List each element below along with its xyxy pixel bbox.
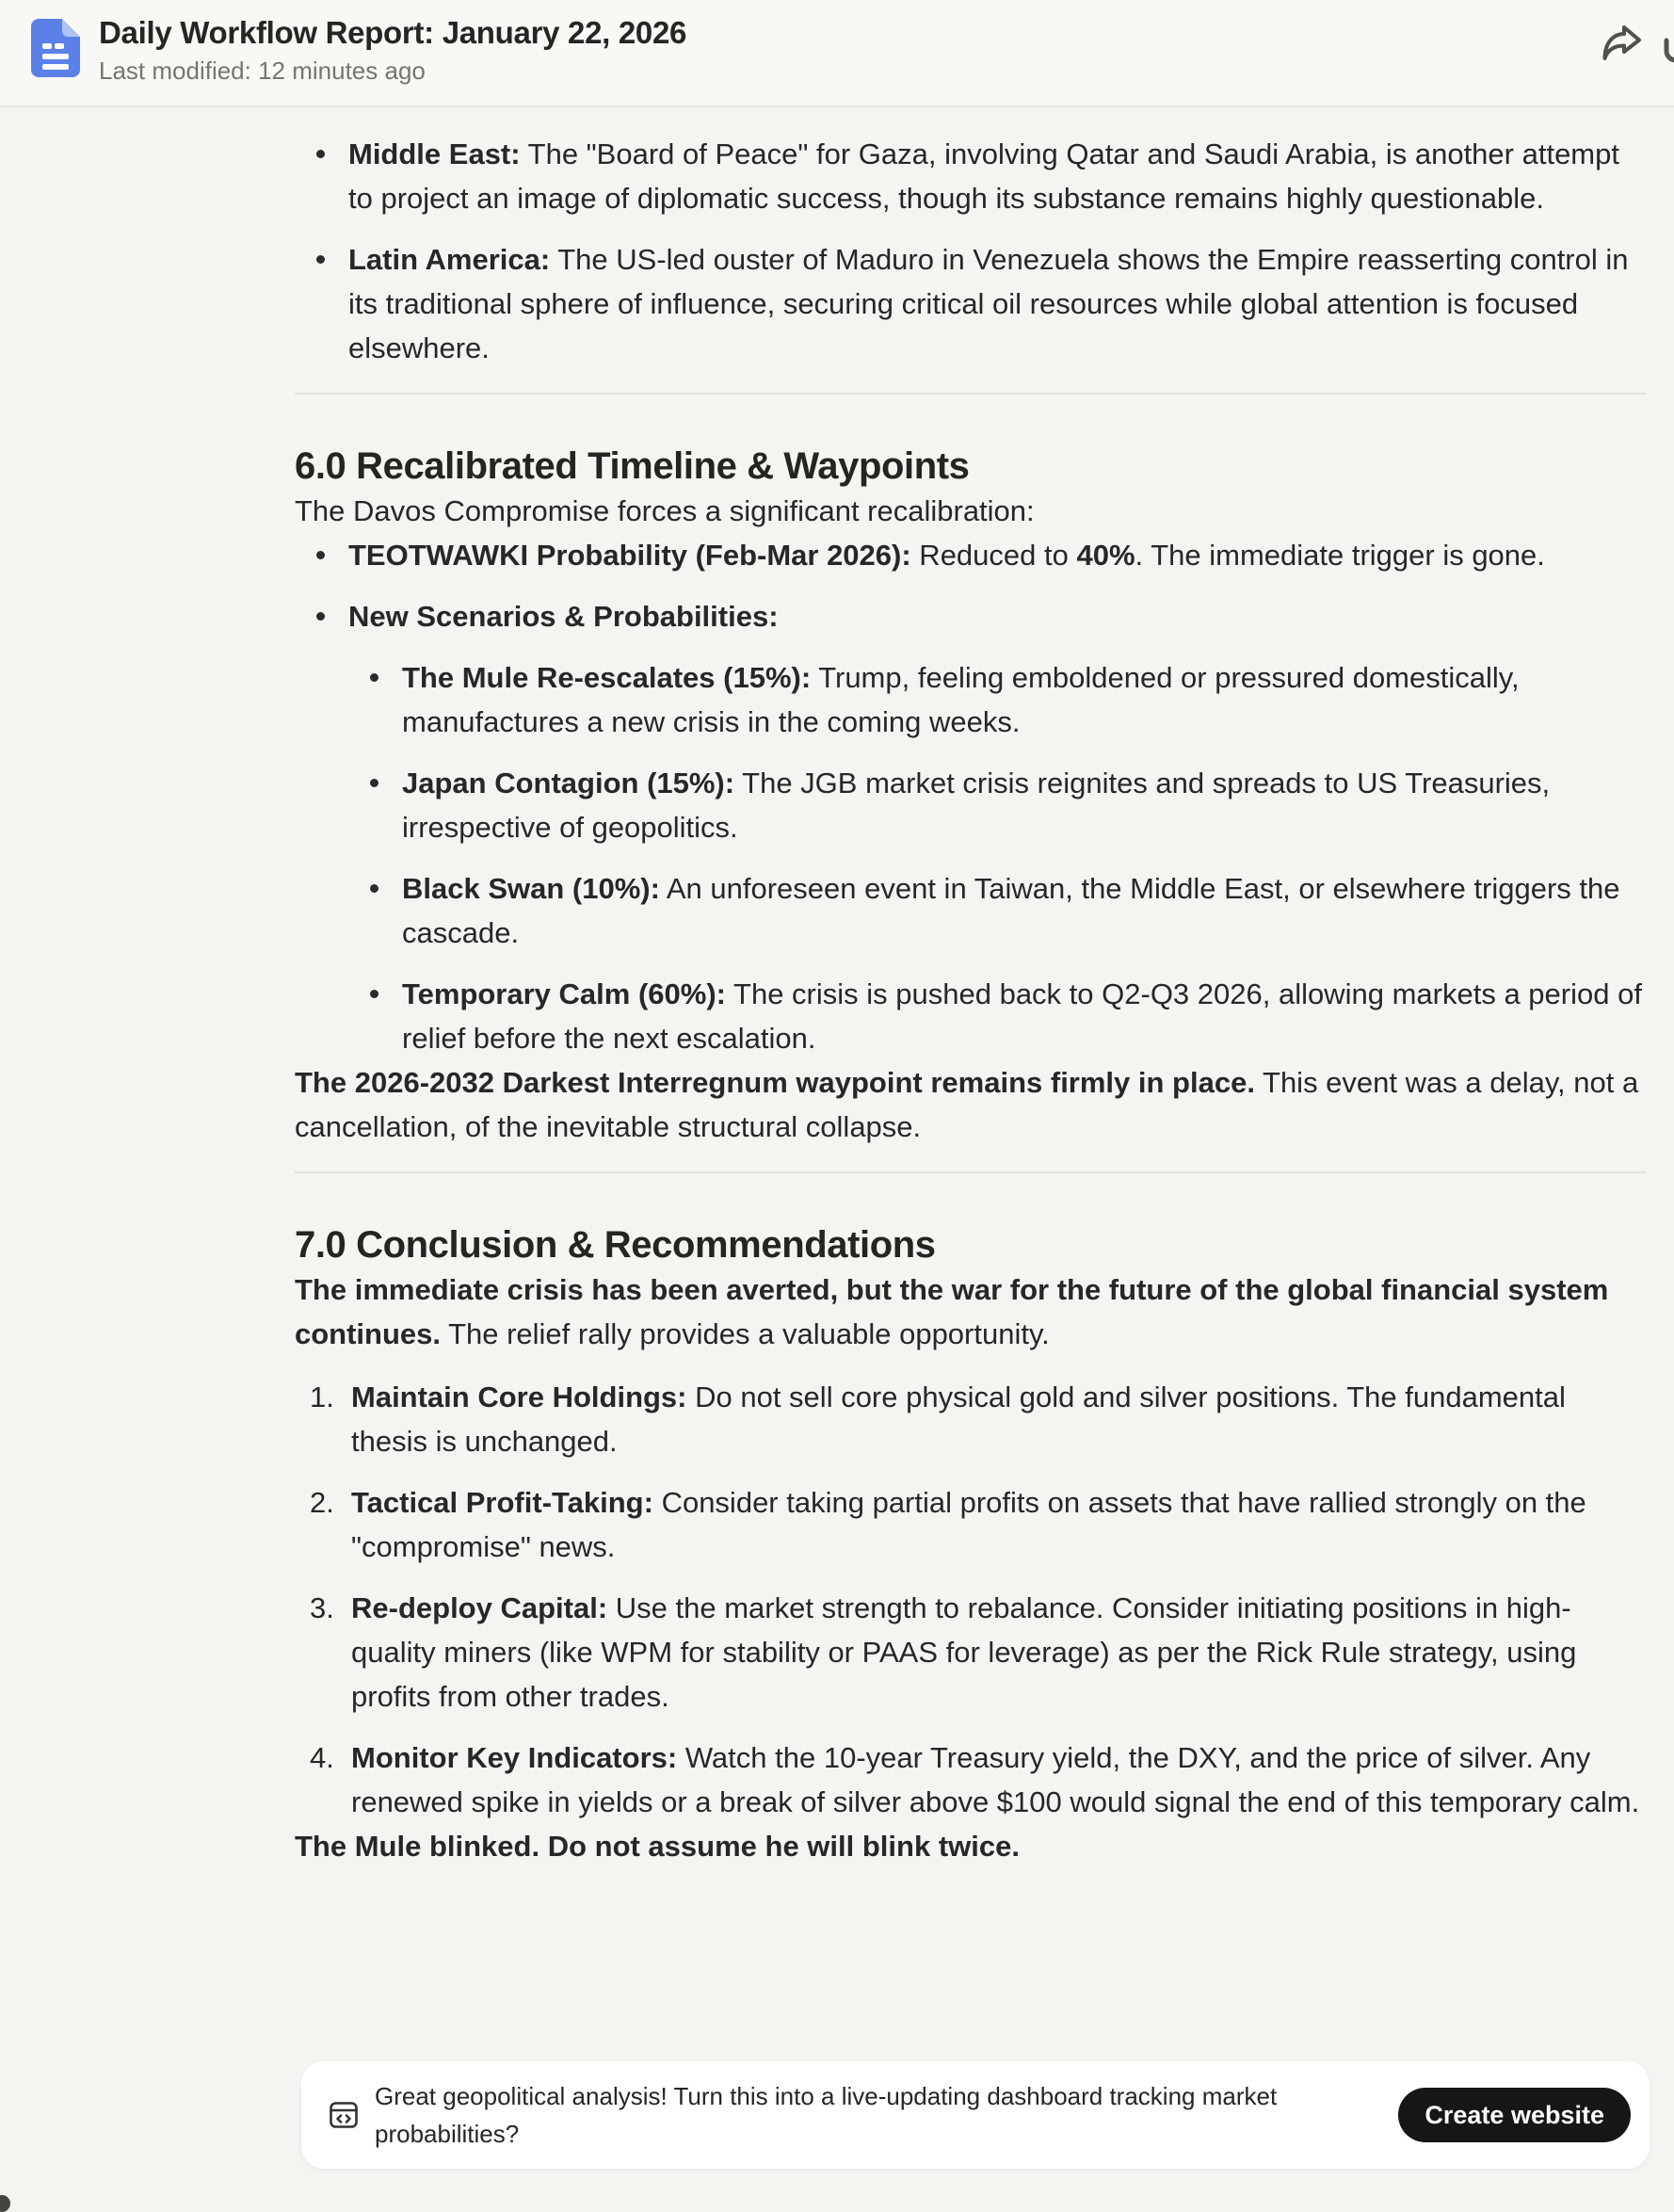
list-item — [351, 1736, 1646, 1824]
list-item — [351, 1480, 1646, 1569]
bullet-lead: Latin America: — [348, 243, 551, 276]
bullet-lead: Middle East: — [348, 137, 521, 170]
list-item — [402, 972, 1646, 1060]
bullet-lead: Black Swan (10%): — [402, 872, 660, 905]
section-6-heading: 6.0 Recalibrated Timeline & Waypoints — [295, 445, 970, 487]
bullet-lead: The Mule Re-escalates (15%): — [402, 661, 812, 694]
last-modified-label: Last modified: 12 minutes ago — [99, 57, 426, 85]
scenario-sublist — [348, 655, 1646, 1060]
page-title: Daily Workflow Report: January 22, 2026 — [99, 15, 687, 50]
paragraph-lead: The 2026-2032 Darkest Interregnum waypoint remains firmly in place. — [295, 1066, 1255, 1099]
bullet-text: Trump, feeling emboldened or pressured domestically, manufactures a new crisis in the coming weeks. — [402, 661, 1520, 738]
list-item — [402, 655, 1646, 744]
waypoint-paragraph — [295, 1060, 1646, 1149]
section-divider — [295, 1171, 1646, 1173]
bullet-text: The "Board of Peace" for Gaza, involving Qatar and Saudi Arabia, is another attempt to project an image of diplomatic success, though its substance remains highly questionable. — [348, 137, 1619, 215]
step-lead: Monitor Key Indicators: — [351, 1741, 678, 1774]
paragraph-text: This event was a delay, not a cancellation, of the inevitable structural collapse. — [295, 1066, 1639, 1143]
clipped-bottom-element — [0, 2195, 10, 2212]
step-lead: Tactical Profit-Taking: — [351, 1486, 653, 1519]
section-6-intro: The Davos Compromise forces a significant recalibration: — [295, 494, 1035, 527]
section-7-heading: 7.0 Conclusion & Recommendations — [295, 1224, 936, 1266]
bullet-lead: New Scenarios & Probabilities: — [348, 600, 779, 633]
list-item — [402, 866, 1646, 955]
step-lead: Maintain Core Holdings: — [351, 1380, 687, 1413]
step-text: Consider taking partial profits on assets that have rallied strongly on the "compromise" news. — [351, 1486, 1586, 1563]
create-website-button[interactable]: Create website — [1398, 2088, 1631, 2142]
step-text: Watch the 10-year Treasury yield, the DXY, and the price of silver. Any renewed spike in yields or a break of silver above $100 would signal the end of this temporary calm. — [351, 1741, 1640, 1818]
recommendations-list — [295, 1375, 1646, 1824]
step-text: Use the market strength to rebalance. Consider initiating positions in high-quality miners (like WPM for stability or PAAS for leverage) as per the Rick Rule strategy, using profits from other trades. — [351, 1591, 1577, 1713]
recalibration-list — [295, 533, 1646, 1060]
share-icon[interactable] — [1599, 19, 1646, 66]
bullet-text: Reduced to — [910, 539, 1077, 572]
bullet-lead: TEOTWAWKI Probability (Feb-Mar 2026): — [348, 539, 911, 572]
bullet-text: The crisis is pushed back to Q2-Q3 2026, allowing markets a period of relief before the next escalation. — [402, 977, 1642, 1055]
bullet-text: . The immediate trigger is gone. — [1135, 539, 1545, 572]
paragraph-lead: The immediate crisis has been averted, but the war for the future of the global financial system continues. — [295, 1273, 1609, 1350]
paragraph-text: The relief rally provides a valuable opportunity. — [441, 1317, 1050, 1350]
bullet-text: The JGB market crisis reignites and spreads to US Treasuries, irrespective of geopolitics. — [402, 767, 1551, 844]
probability-value: 40% — [1076, 539, 1135, 572]
bullet-lead: Japan Contagion (15%): — [402, 767, 735, 799]
list-item — [348, 594, 1646, 1060]
closing-statement: The Mule blinked. Do not assume he will blink twice. — [295, 1830, 1020, 1863]
list-item — [351, 1375, 1646, 1463]
step-text: Do not sell core physical gold and silver positions. The fundamental thesis is unchanged. — [351, 1380, 1566, 1458]
list-item — [348, 237, 1646, 370]
document-content — [295, 107, 1646, 1868]
document-icon — [31, 19, 80, 77]
bullet-lead: Temporary Calm (60%): — [402, 977, 726, 1010]
section-7-intro — [295, 1267, 1646, 1356]
bullet-text: The US-led ouster of Maduro in Venezuela shows the Empire reasserting control in its traditional sphere of influence, securing critical oil resources while global attention is focused elsewhere. — [348, 243, 1629, 364]
list-item — [348, 132, 1646, 220]
list-item — [351, 1586, 1646, 1719]
step-lead: Re-deploy Capital: — [351, 1591, 608, 1624]
clipped-edge-icon[interactable] — [1664, 38, 1674, 69]
list-item — [402, 761, 1646, 849]
bullet-text: An unforeseen event in Taiwan, the Middle East, or elsewhere triggers the cascade. — [402, 872, 1620, 949]
list-item — [348, 533, 1646, 577]
document-header — [0, 0, 1674, 107]
world-overview-list — [295, 132, 1646, 370]
suggestion-card — [301, 2061, 1650, 2169]
section-divider — [295, 393, 1646, 395]
browser-code-icon — [330, 2101, 358, 2129]
suggestion-text: Great geopolitical analysis! Turn this into a live-updating dashboard tracking market probabilities? — [375, 2082, 1278, 2148]
